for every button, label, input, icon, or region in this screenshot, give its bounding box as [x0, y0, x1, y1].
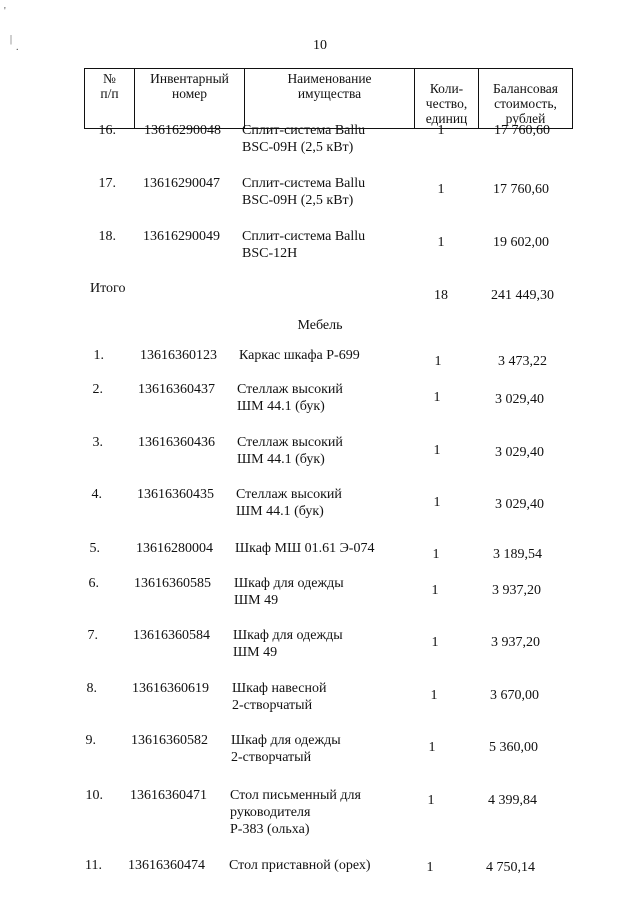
table-row — [0, 787, 640, 847]
row-number: 9. — [85, 733, 96, 748]
inventory-number: 13616360619 — [132, 681, 209, 696]
table-row — [0, 575, 640, 635]
quantity: 1 — [431, 583, 439, 598]
header-name: Наименование имущества — [245, 69, 415, 129]
table-row — [0, 486, 640, 546]
inventory-number: 13616360585 — [134, 576, 211, 591]
row-number: 4. — [91, 487, 102, 502]
item-name: Стеллаж высокий ШМ 44.1 (бук) — [236, 487, 342, 519]
cost: 3 937,20 — [491, 635, 540, 650]
inventory-number: 13616290047 — [143, 176, 220, 191]
cost: 4 399,84 — [488, 793, 537, 808]
scan-speck: | — [10, 34, 13, 45]
inventory-number: 13616360437 — [138, 382, 215, 397]
table-row — [0, 381, 640, 441]
header-quantity: Коли- чество, единиц — [415, 69, 479, 129]
row-number: 2. — [92, 382, 103, 397]
header-inventory: Инвентарный номер — [135, 69, 245, 129]
inventory-number: 13616290049 — [143, 229, 220, 244]
row-number: 8. — [86, 681, 97, 696]
table-row — [0, 175, 640, 235]
inventory-number: 13616360436 — [138, 435, 215, 450]
cost: 5 360,00 — [489, 740, 538, 755]
total-cost: 241 449,30 — [491, 288, 554, 303]
total-quantity: 18 — [434, 288, 448, 303]
row-number: 3. — [92, 435, 103, 450]
row-number: 1. — [93, 348, 104, 363]
item-name: Сплит-система Ballu BSC-09H (2,5 кВт) — [242, 176, 366, 208]
quantity: 1 — [433, 495, 441, 510]
cost: 17 760,60 — [494, 123, 550, 138]
table-row — [0, 732, 640, 792]
cost: 3 937,20 — [492, 583, 541, 598]
cost: 19 602,00 — [493, 235, 549, 250]
item-name: Шкаф навесной 2-створчатый — [232, 681, 327, 713]
cost: 3 029,40 — [495, 445, 544, 460]
quantity: 1 — [437, 235, 445, 250]
header-cost: Балансовая стоимость, рублей — [479, 69, 573, 129]
quantity: 1 — [430, 688, 438, 703]
total-row — [0, 280, 640, 310]
row-number: 11. — [85, 858, 102, 873]
cost: 3 189,54 — [493, 547, 542, 562]
table-row — [0, 627, 640, 687]
item-name: Шкаф МШ 01.61 Э-074 — [235, 541, 375, 556]
quantity: 1 — [433, 443, 441, 458]
inventory-number: 13616290048 — [144, 123, 221, 138]
row-number: 7. — [87, 628, 98, 643]
cost: 17 760,60 — [493, 182, 549, 197]
item-name: Стеллаж высокий ШМ 44.1 (бук) — [237, 435, 343, 467]
table-row — [0, 228, 640, 288]
quantity: 1 — [427, 793, 435, 808]
cost: 3 670,00 — [490, 688, 539, 703]
row-number: 6. — [88, 576, 99, 591]
section-title: Мебель — [297, 318, 343, 333]
total-label: Итого — [90, 281, 126, 296]
item-name: Каркас шкафа Р-699 — [239, 348, 360, 363]
item-name: Шкаф для одежды ШМ 49 — [234, 576, 344, 608]
row-number: 17. — [98, 176, 116, 191]
item-name: Сплит-система Ballu BSC-12H — [242, 229, 366, 261]
quantity: 1 — [437, 123, 445, 138]
row-number: 16. — [98, 123, 116, 138]
row-number: 5. — [89, 541, 100, 556]
table-header — [84, 68, 573, 129]
item-name: Стол приставной (орех) — [229, 858, 371, 873]
item-name: Стеллаж высокий ШМ 44.1 (бук) — [237, 382, 343, 414]
inventory-number: 13616360435 — [137, 487, 214, 502]
quantity: 1 — [426, 860, 434, 875]
inventory-number: 13616360471 — [130, 788, 207, 803]
inventory-number: 13616360474 — [128, 858, 205, 873]
header-num: № п/п — [85, 69, 135, 129]
quantity: 1 — [431, 635, 439, 650]
table-row — [0, 122, 640, 182]
quantity: 1 — [434, 354, 442, 369]
inventory-number: 13616360582 — [131, 733, 208, 748]
scan-speck: ' — [4, 6, 6, 17]
quantity: 1 — [428, 740, 436, 755]
inventory-number: 13616360123 — [140, 348, 217, 363]
item-name: Шкаф для одежды 2-створчатый — [231, 733, 341, 765]
item-name: Шкаф для одежды ШМ 49 — [233, 628, 343, 660]
quantity: 1 — [433, 390, 441, 405]
item-name: Сплит-система Ballu BSC-09H (2,5 кВт) — [242, 123, 366, 155]
quantity: 1 — [437, 182, 445, 197]
cost: 3 029,40 — [495, 497, 544, 512]
table-row — [0, 434, 640, 494]
page-number: 10 — [313, 38, 327, 53]
table-row — [0, 680, 640, 740]
cost: 3 473,22 — [498, 354, 547, 369]
item-name: Стол письменный для руководителя Р-383 (ольха) — [230, 788, 361, 837]
table-row — [0, 857, 640, 887]
inventory-number: 13616360584 — [133, 628, 210, 643]
cost: 4 750,14 — [486, 860, 535, 875]
scan-speck: . — [16, 42, 19, 53]
row-number: 18. — [98, 229, 116, 244]
quantity: 1 — [432, 547, 440, 562]
inventory-number: 13616280004 — [136, 541, 213, 556]
row-number: 10. — [85, 788, 103, 803]
cost: 3 029,40 — [495, 392, 544, 407]
